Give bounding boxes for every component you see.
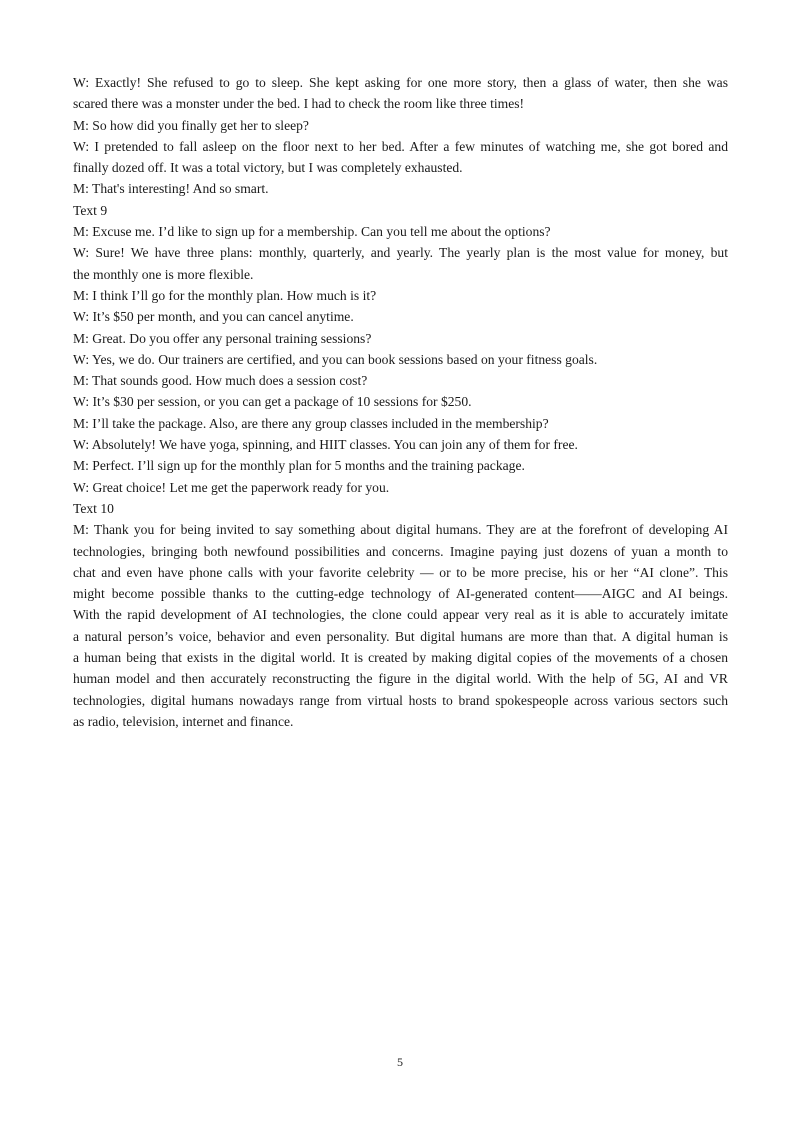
page-number: 5 — [397, 1055, 403, 1069]
dialogue-line: M: Great. Do you offer any personal training sessions? — [73, 330, 372, 346]
section-heading-text-9: Text 9 — [73, 202, 108, 218]
dialogue-line: W: It’s $30 per session, or you can get a package of 10 sessions for $250. — [73, 394, 472, 410]
dialogue-line: W: Exactly! She refused to go to sleep. She kept asking for one more story, then a glass of water, then she was — [73, 75, 728, 90]
dialogue-line: W: Great choice! Let me get the paperwork ready for you. — [73, 479, 390, 495]
dialogue-line: W: It’s $50 per month, and you can cancel anytime. — [73, 309, 354, 325]
document-body — [73, 72, 728, 732]
dialogue-line: W: Sure! We have three plans: monthly, quarterly, and yearly. The yearly plan is the most value for money, but — [73, 245, 728, 261]
dialogue-line: W: Yes, we do. Our trainers are certified, and you can book sessions based on your fitness goals. — [73, 351, 598, 367]
dialogue-line: the monthly one is more flexible. — [73, 266, 254, 282]
dialogue-line: M: I’ll take the package. Also, are there any group classes included in the membership? — [73, 415, 549, 431]
monologue-line: a natural person’s voice, behavior and even personality. But digital humans are more than that. A digital human is — [73, 628, 728, 644]
monologue-line: M: Thank you for being invited to say something about digital humans. They are at the forefront of developing AI — [73, 522, 728, 538]
monologue-line: human model and then accurately reconstructing the figure in the digital world. With the help of 5G, AI and VR — [73, 671, 728, 687]
dialogue-line: W: Absolutely! We have yoga, spinning, and HIIT classes. You can join any of them for free. — [73, 437, 578, 453]
dialogue-line: M: That's interesting! And so smart. — [73, 181, 269, 197]
monologue-line: as radio, television, internet and finance. — [73, 713, 294, 729]
dialogue-line: M: So how did you finally get her to sleep? — [73, 117, 309, 133]
monologue-line: With the rapid development of AI technologies, the clone could appear very real as it is able to accurately imitate — [73, 607, 728, 623]
dialogue-line: W: I pretended to fall asleep on the floor next to her bed. After a few minutes of watching me, she got bored and — [73, 138, 728, 154]
monologue-line: technologies, bringing both newfound possibilities and concerns. Imagine paying just dozens of yuan a month to — [73, 543, 728, 559]
monologue-line: technologies, digital humans nowadays range from virtual hosts to brand spokespeople across various sectors such — [73, 692, 728, 708]
monologue-line: a human being that exists in the digital world. It is created by making digital copies of the movements of a chosen — [73, 650, 728, 666]
monologue-line: chat and even have phone calls with your favorite celebrity — or to be more precise, his or her “AI clone”. This — [73, 564, 728, 580]
dialogue-line: M: I think I’ll go for the monthly plan. How much is it? — [73, 287, 377, 303]
dialogue-line: scared there was a monster under the bed. I had to check the room like three times! — [73, 96, 525, 112]
monologue-line: might become possible thanks to the cutting-edge technology of AI-generated content——AIGC and AI beings. — [73, 586, 728, 602]
dialogue-line: finally dozed off. It was a total victory, but I was completely exhausted. — [73, 160, 463, 176]
dialogue-line: M: Excuse me. I’d like to sign up for a membership. Can you tell me about the options? — [73, 224, 551, 240]
dialogue-line: M: Perfect. I’ll sign up for the monthly plan for 5 months and the training package. — [73, 458, 525, 474]
dialogue-line: M: That sounds good. How much does a session cost? — [73, 373, 368, 389]
section-heading-text-10: Text 10 — [73, 500, 114, 516]
